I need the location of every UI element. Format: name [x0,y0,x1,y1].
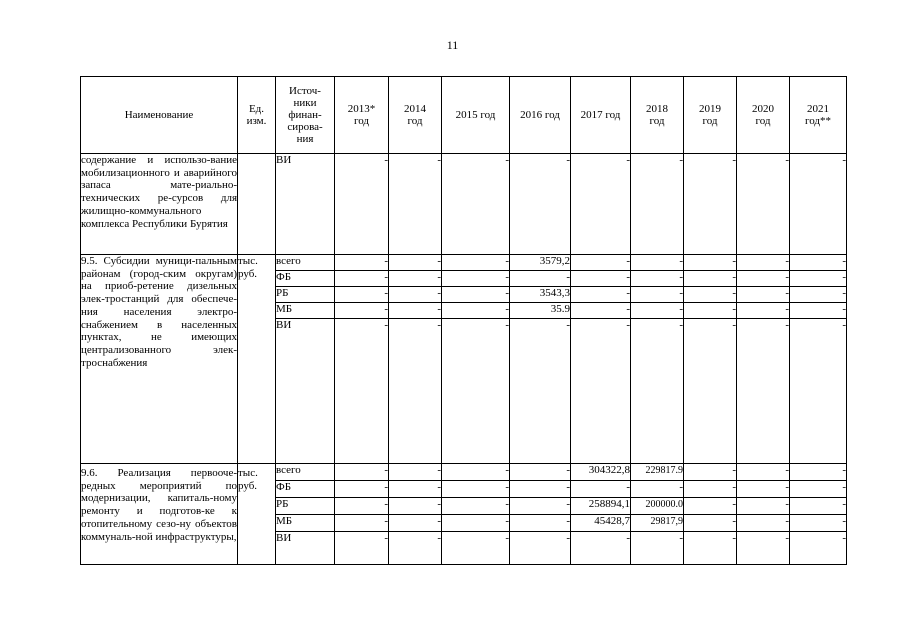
year-value: - [684,287,737,303]
year-value: - [389,154,442,255]
table-row [81,464,847,481]
year-value: 29817,9 [631,515,684,532]
year-value: - [790,532,847,565]
year-value: - [510,319,571,464]
year-value: - [684,464,737,481]
year-value: - [510,498,571,515]
table-body [81,154,847,565]
year-value: - [335,532,389,565]
year-value: - [684,255,737,271]
header-year: 2014 год [389,77,442,154]
year-value: - [442,464,510,481]
table-row [81,154,847,255]
year-value: - [571,532,631,565]
year-value: - [737,515,790,532]
item-name: 9.5. Субсидии муници-пальным районам (город-ским округам) на приоб-ретение дизельных элек-тростанций для обеспече-ния населения электро-снабжением в населенных пунктах, не имеющих централизованного элек-троснабжения [81,255,238,464]
year-value: - [442,515,510,532]
funding-source: всего [276,255,335,271]
year-value: - [571,154,631,255]
funding-source: МБ [276,515,335,532]
year-value: - [631,319,684,464]
year-value: - [335,481,389,498]
year-value: - [510,532,571,565]
year-value: - [389,498,442,515]
year-value: - [790,255,847,271]
year-value: - [684,303,737,319]
year-value: 45428,7 [571,515,631,532]
header-year: 2018 год [631,77,684,154]
year-value: - [571,271,631,287]
year-value: - [389,515,442,532]
year-value: 200000.0 [631,498,684,515]
item-unit: тыс. руб. [238,464,276,565]
year-value: - [510,154,571,255]
header-source: Источ- ники финан- сирова- ния [276,77,335,154]
year-value: - [335,154,389,255]
item-unit: тыс. руб. [238,255,276,464]
year-value: - [790,515,847,532]
header-year: 2021 год** [790,77,847,154]
year-value: - [389,319,442,464]
year-value: - [571,481,631,498]
year-value: - [737,287,790,303]
funding-source: ВИ [276,319,335,464]
year-value: - [631,255,684,271]
year-value: 304322,8 [571,464,631,481]
year-value: - [389,287,442,303]
funding-source: ФБ [276,481,335,498]
year-value: - [571,287,631,303]
year-value: 258894,1 [571,498,631,515]
year-value: - [442,154,510,255]
header-unit: Ед. изм. [238,77,276,154]
year-value: - [389,255,442,271]
year-value: 35.9 [510,303,571,319]
year-value: - [790,481,847,498]
header-name: Наименование [81,77,238,154]
year-value: - [631,271,684,287]
year-value: 3543,3 [510,287,571,303]
year-value: - [737,532,790,565]
year-value: - [335,498,389,515]
year-value: - [389,464,442,481]
year-value: - [389,271,442,287]
year-value: - [442,287,510,303]
year-value: - [790,271,847,287]
year-value: - [684,271,737,287]
year-value: - [790,154,847,255]
funding-source: ВИ [276,532,335,565]
year-value: - [335,319,389,464]
year-value: - [631,287,684,303]
header-year: 2019 год [684,77,737,154]
year-value: - [684,532,737,565]
year-value: - [510,481,571,498]
year-value: - [737,271,790,287]
year-value: - [335,303,389,319]
year-value: - [442,319,510,464]
page-number: 11 [446,38,459,52]
year-value: - [737,319,790,464]
year-value: - [631,303,684,319]
year-value: - [335,464,389,481]
year-value: - [510,271,571,287]
year-value: - [790,464,847,481]
year-value: - [631,532,684,565]
year-value: - [389,532,442,565]
year-value: - [442,498,510,515]
year-value: - [737,255,790,271]
year-value: - [737,498,790,515]
year-value: - [684,481,737,498]
header-year: 2013* год [335,77,389,154]
year-value: - [684,154,737,255]
year-value: - [684,319,737,464]
header-year: 2020 год [737,77,790,154]
year-value: 229817.9 [631,464,684,481]
header-year: 2017 год [571,77,631,154]
year-value: - [389,481,442,498]
year-value: - [737,464,790,481]
funding-source: ВИ [276,154,335,255]
year-value: - [631,154,684,255]
year-value: - [335,515,389,532]
year-value: - [571,319,631,464]
funding-source: всего [276,464,335,481]
funding-source: РБ [276,498,335,515]
header-year: 2016 год [510,77,571,154]
year-value: - [737,481,790,498]
year-value: - [335,255,389,271]
year-value: - [571,303,631,319]
item-unit [238,154,276,255]
year-value: - [335,287,389,303]
year-value: - [442,532,510,565]
year-value: - [442,255,510,271]
table-row [81,255,847,271]
header-row [81,77,847,154]
year-value: - [684,515,737,532]
year-value: - [510,464,571,481]
item-name: содержание и использо-вание мобилизационного и аварийного запаса мате-риально-технических ре-сурсов для жилищно-коммунального комплекса Республики Бурятия [81,154,238,255]
year-value: - [389,303,442,319]
year-value: - [442,481,510,498]
year-value: - [335,271,389,287]
year-value: - [442,271,510,287]
year-value: - [790,498,847,515]
year-value: - [442,303,510,319]
year-value: - [790,319,847,464]
year-value: - [790,303,847,319]
financing-table [80,76,847,565]
year-value: - [571,255,631,271]
header-year: 2015 год [442,77,510,154]
funding-source: МБ [276,303,335,319]
year-value: - [684,498,737,515]
year-value: 3579,2 [510,255,571,271]
year-value: - [510,515,571,532]
funding-source: ФБ [276,271,335,287]
funding-source: РБ [276,287,335,303]
year-value: - [631,481,684,498]
year-value: - [737,303,790,319]
year-value: - [790,287,847,303]
year-value: - [737,154,790,255]
item-name: 9.6. Реализация первооче-редных мероприятий по модернизации, капиталь-ному ремонту и подготов-ке к отопительному сезо-ну объектов коммуналь-ной инфраструктуры, [81,464,238,565]
